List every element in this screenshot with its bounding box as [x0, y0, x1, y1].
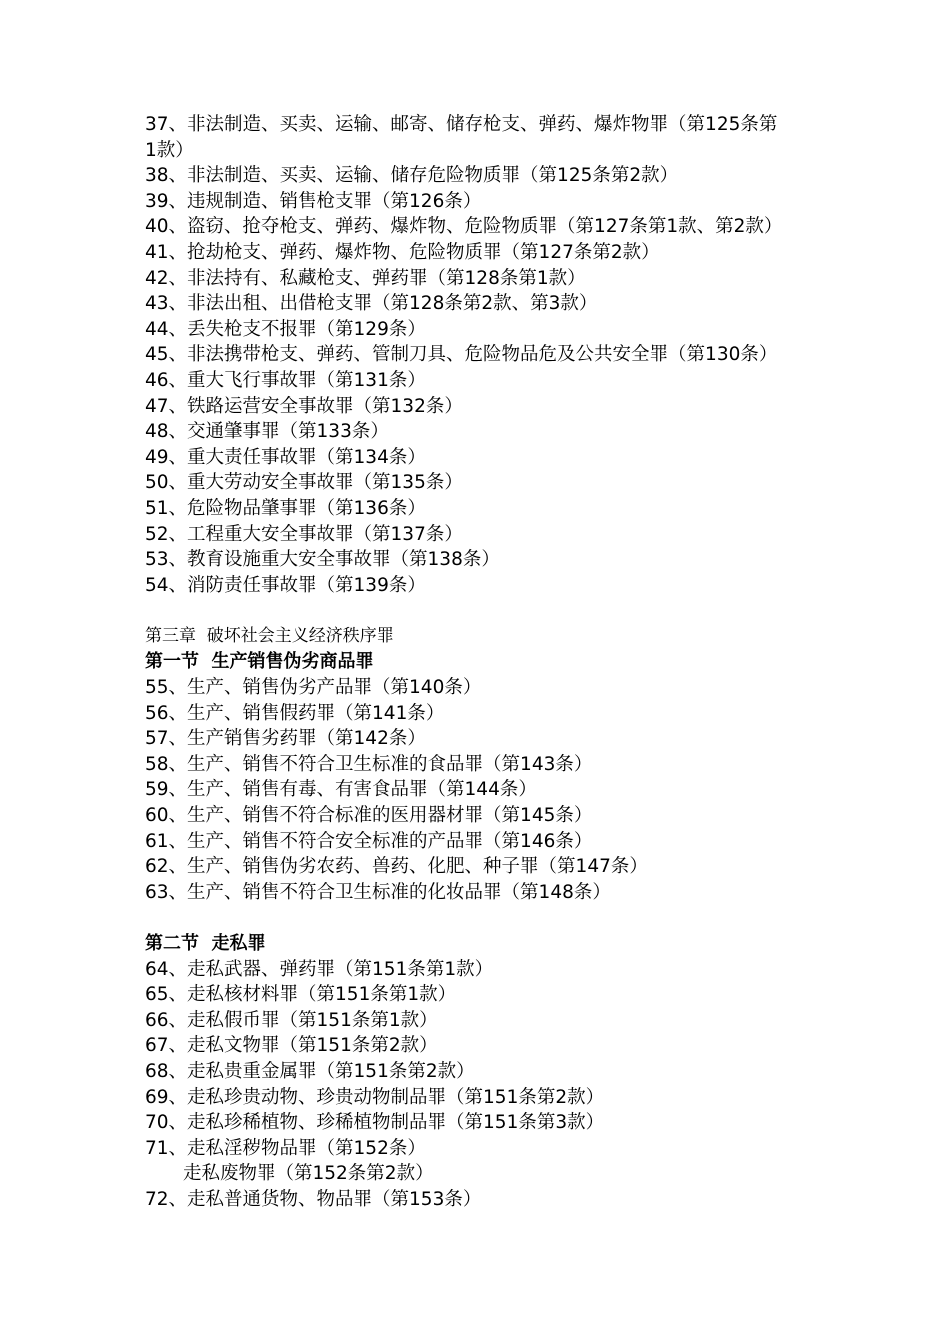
- list-item: 70、走私珍稀植物、珍稀植物制品罪（第151条第3款）: [145, 1112, 605, 1134]
- list-item: 62、生产、销售伪劣农药、兽药、化肥、种子罪（第147条）: [145, 856, 648, 878]
- list-item: 39、违规制造、销售枪支罪（第126条）: [145, 190, 482, 212]
- spacer: [145, 905, 825, 931]
- list-item: 45、非法携带枪支、弹药、管制刀具、危险物品危及公共安全罪（第130条）: [145, 344, 778, 366]
- list-item: 65、走私核材料罪（第151条第1款）: [145, 984, 457, 1006]
- list-item: 63、生产、销售不符合卫生标准的化妆品罪（第148条）: [145, 881, 611, 903]
- list-item: 43、非法出租、出借枪支罪（第128条第2款、第3款）: [145, 293, 598, 315]
- crime-list-section1: [145, 675, 825, 905]
- list-item: 52、工程重大安全事故罪（第137条）: [145, 523, 463, 545]
- list-item: 57、生产销售劣药罪（第142条）: [145, 728, 426, 750]
- list-item: 37、非法制造、买卖、运输、邮寄、储存枪支、弹药、爆炸物罪（第125条第: [145, 114, 778, 135]
- list-item: 40、盗窃、抢夺枪支、弹药、爆炸物、危险物质罪（第127条第1款、第2款）: [145, 216, 783, 238]
- section-title-1: 第一节 生产销售伪劣商品罪: [145, 651, 374, 673]
- list-item: 64、走私武器、弹药罪（第151条第1款）: [145, 958, 494, 980]
- list-item: 55、生产、销售伪劣产品罪（第140条）: [145, 677, 482, 699]
- spacer: [145, 598, 825, 624]
- list-item: 42、非法持有、私藏枪支、弹药罪（第128条第1款）: [145, 267, 586, 289]
- list-item: 49、重大责任事故罪（第134条）: [145, 446, 426, 468]
- list-item: 46、重大飞行事故罪（第131条）: [145, 369, 426, 391]
- list-item: 41、抢劫枪支、弹药、爆炸物、危险物质罪（第127条第2款）: [145, 241, 660, 263]
- list-item: 59、生产、销售有毒、有害食品罪（第144条）: [145, 779, 537, 801]
- chapter-title: 第三章 破坏社会主义经济秩序罪: [145, 625, 394, 646]
- document-page: [145, 112, 825, 1213]
- list-item: 47、铁路运营安全事故罪（第132条）: [145, 395, 463, 417]
- list-subitem: 走私废物罪（第152条第2款）: [183, 1163, 434, 1185]
- list-item: 48、交通肇事罪（第133条）: [145, 421, 389, 443]
- list-item: 50、重大劳动安全事故罪（第135条）: [145, 472, 463, 494]
- section-title-2: 第二节 走私罪: [145, 933, 266, 954]
- list-item: 58、生产、销售不符合卫生标准的食品罪（第143条）: [145, 753, 593, 775]
- list-item: 38、非法制造、买卖、运输、储存危险物质罪（第125条第2款）: [145, 165, 679, 187]
- list-item: 69、走私珍贵动物、珍贵动物制品罪（第151条第2款）: [145, 1086, 605, 1108]
- list-item: 72、走私普通货物、物品罪（第153条）: [145, 1188, 482, 1210]
- list-item: 66、走私假币罪（第151条第1款）: [145, 1009, 438, 1031]
- list-item: 51、危险物品肇事罪（第136条）: [145, 497, 426, 519]
- list-item: 44、丢失枪支不报罪（第129条）: [145, 318, 426, 340]
- list-item: 54、消防责任事故罪（第139条）: [145, 574, 426, 596]
- crime-list-section2: [145, 957, 825, 1213]
- list-item: 60、生产、销售不符合标准的医用器材罪（第145条）: [145, 805, 593, 827]
- list-item: 53、教育设施重大安全事故罪（第138条）: [145, 549, 500, 571]
- list-item-continuation: 1款）: [145, 139, 194, 161]
- list-item: 56、生产、销售假药罪（第141条）: [145, 702, 445, 724]
- list-item: 61、生产、销售不符合安全标准的产品罪（第146条）: [145, 830, 593, 852]
- list-item: 67、走私文物罪（第151条第2款）: [145, 1035, 438, 1057]
- list-item: 68、走私贵重金属罪（第151条第2款）: [145, 1060, 475, 1082]
- list-item: 71、走私淫秽物品罪（第152条）: [145, 1137, 426, 1159]
- crime-list-block1: [145, 112, 825, 598]
